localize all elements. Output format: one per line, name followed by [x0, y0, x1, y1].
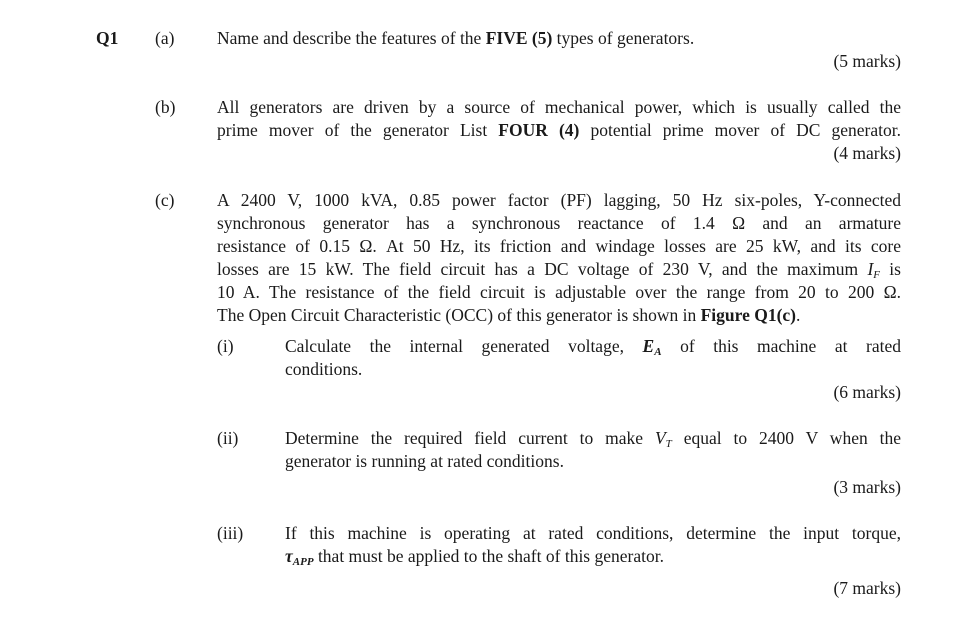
subpart-i-line-2: conditions.	[285, 359, 363, 379]
internal-voltage-symbol: E	[642, 336, 655, 356]
subpart-i-line-1-post: of this machine at rated	[661, 336, 901, 356]
subpart-i-line-1-pre: Calculate the internal generated voltage,	[285, 336, 643, 356]
subpart-ii-line-2: generator is running at rated conditions.	[285, 451, 564, 471]
subpart-i-text	[285, 335, 901, 381]
part-c-line-4-post: is	[880, 259, 901, 279]
terminal-voltage-symbol: V	[654, 428, 666, 448]
part-a-text-bold: FIVE (5)	[485, 28, 553, 48]
subpart-iii-line-2-post: that must be applied to the shaft of this generator.	[313, 546, 664, 566]
subpart-iii-line-2	[285, 545, 901, 568]
part-b-text	[217, 96, 901, 142]
part-c-line-6-pre: The Open Circuit Characteristic (OCC) of this generator is shown in	[217, 305, 701, 325]
subpart-ii-marks: (3 marks)	[833, 477, 901, 497]
internal-voltage-subscript: A	[654, 346, 662, 358]
terminal-voltage-subscript: T	[665, 438, 672, 450]
part-b-line-2	[217, 119, 901, 142]
subpart-i-marks: (6 marks)	[833, 382, 901, 402]
figure-reference: Figure Q1(c)	[700, 305, 796, 325]
field-current-subscript: F	[873, 269, 880, 281]
part-c-line-4-pre: losses are 15 kW. The field circuit has a DC voltage of 230 V, and the maximum	[217, 259, 868, 279]
part-a-text-pre: Name and describe the features of the	[217, 28, 486, 48]
part-a-label: (a)	[155, 28, 175, 48]
part-c-text	[217, 189, 901, 327]
part-a-text-post: types of generators.	[552, 28, 695, 48]
subpart-ii-line-1-pre: Determine the required field current to make	[285, 428, 655, 448]
part-c-label: (c)	[155, 190, 175, 210]
part-c-line-3: resistance of 0.15 Ω. At 50 Hz, its friction and windage losses are 25 kW, and its core	[217, 236, 901, 256]
part-c-line-5: 10 A. The resistance of the field circuit is adjustable over the range from 20 to 200 Ω.	[217, 282, 901, 302]
torque-subscript: APP	[292, 556, 314, 568]
subpart-iii-marks: (7 marks)	[833, 578, 901, 598]
part-b-label: (b)	[155, 97, 176, 117]
subpart-i-label: (i)	[217, 336, 234, 356]
subpart-ii-label: (ii)	[217, 428, 239, 448]
subpart-ii-line-1	[285, 427, 901, 450]
part-c-line-2: synchronous generator has a synchronous reactance of 1.4 Ω and an armature	[217, 213, 901, 233]
subpart-i-line-1	[285, 335, 901, 358]
part-b-line-2-bold: FOUR (4)	[498, 120, 580, 140]
part-c-line-1: A 2400 V, 1000 kVA, 0.85 power factor (PF) lagging, 50 Hz six-poles, Y-connected	[217, 190, 901, 210]
part-b-line-1: All generators are driven by a source of mechanical power, which is usually called the	[217, 97, 901, 117]
part-c-line-6-post: .	[796, 305, 801, 325]
part-a-text	[217, 27, 694, 50]
question-number: Q1	[96, 28, 119, 48]
part-b-marks: (4 marks)	[833, 143, 901, 163]
subpart-ii-text	[285, 427, 901, 473]
part-b-line-2-post: potential prime mover of DC generator.	[579, 120, 902, 140]
torque-symbol: τ	[285, 546, 293, 566]
part-c-line-6	[217, 304, 901, 327]
subpart-iii-label: (iii)	[217, 523, 244, 543]
subpart-iii-text	[285, 522, 901, 568]
part-b-line-2-pre: prime mover of the generator List	[217, 120, 499, 140]
part-a-marks: (5 marks)	[833, 51, 901, 71]
part-c-line-4	[217, 258, 901, 281]
subpart-iii-line-1: If this machine is operating at rated conditions, determine the input torque,	[285, 523, 901, 543]
field-current-symbol: I	[867, 259, 874, 279]
subpart-ii-line-1-post: equal to 2400 V when the	[671, 428, 901, 448]
